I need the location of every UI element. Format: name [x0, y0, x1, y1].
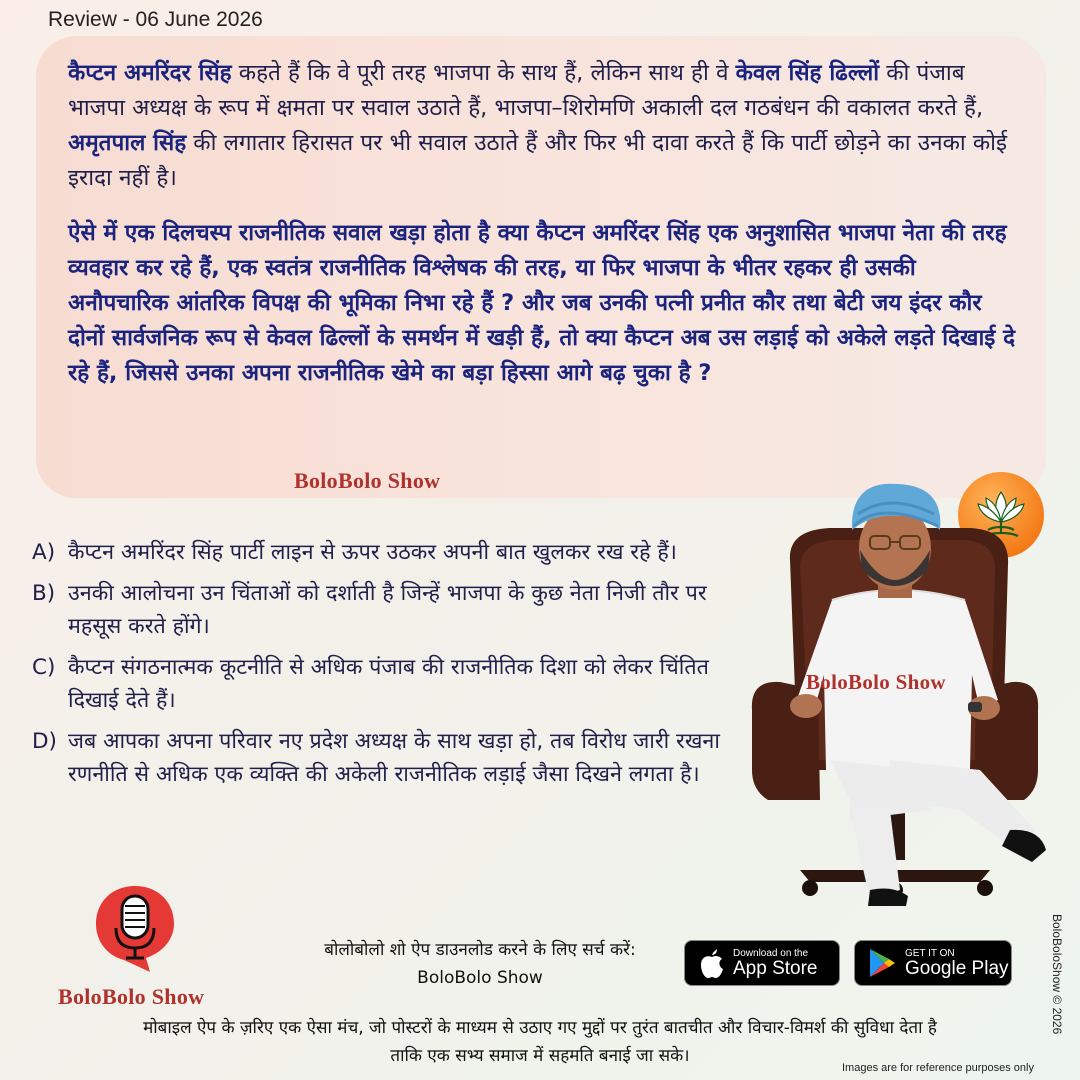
footer-line-1: मोबाइल ऐप के ज़रिए एक ऐसा मंच, जो पोस्टरों के माध्यम से उठाए गए मुद्दों पर तुरंत बातचीत और विचार-विमर्श की सुविधा देता है: [143, 1018, 937, 1038]
intro-bold-3: अमृतपाल सिंह: [68, 130, 187, 156]
google-play-label: Google Play: [905, 957, 1009, 979]
intro-text-1: कहते हैं कि वे पूरी तरह भाजपा के साथ हैं, लेकिन साथ ही वे: [231, 60, 736, 86]
intro-paragraph: [68, 56, 1018, 196]
option-text: उनकी आलोचना उन चिंताओं को दर्शाती है जिन्हें भाजपा के कुछ नेता निजी तौर पर महसूस करते होंगे।: [68, 581, 707, 639]
intro-bold-2: केवल सिंह ढिल्लों: [735, 60, 880, 86]
google-play-icon: [867, 947, 897, 979]
brand-watermark-photo: BoloBolo Show: [806, 670, 946, 694]
intro-text-2: की पंजाब भाजपा अध्यक्ष के रूप में क्षमता पर सवाल उठाते हैं, भाजपा–शिरोमणि अकाली दल गठबंधन की वकालत करते हैं,: [68, 60, 984, 121]
intro-bold-1: कैप्टन अमरिंदर सिंह: [68, 60, 232, 86]
leader-portrait: [740, 470, 1050, 930]
intro-text-3: की लगातार हिरासत पर भी सवाल उठाते हैं और फिर भी दावा करते हैं कि पार्टी छोड़ने का उनका कोई इरादा नहीं है।: [68, 130, 1007, 191]
option-text: जब आपका अपना परिवार नए प्रदेश अध्यक्ष के साथ खड़ा हो, तब विरोध जारी रखना रणनीति से अधिक एक व्यक्ति की अकेली राजनीतिक लड़ाई जैसा दिखने लगता है।: [68, 729, 720, 787]
image-disclaimer: Images are for reference purposes only: [842, 1062, 1034, 1074]
app-store-label: App Store: [733, 957, 818, 979]
footer-line-2: ताकि एक सभ्य समाज में सहमति बनाई जा सके।: [390, 1046, 690, 1066]
apple-icon: [697, 946, 727, 980]
download-app-name: BoloBolo Show: [417, 968, 543, 988]
option-text: कैप्टन संगठनात्मक कूटनीति से अधिक पंजाब की राजनीतिक दिशा को लेकर चिंतित दिखाई देते हैं।: [68, 655, 709, 713]
option-d[interactable]: [32, 725, 732, 791]
download-instruction: [270, 936, 690, 992]
main-question: ऐसे में एक दिलचस्प राजनीतिक सवाल खड़ा होता है क्या कैप्टन अमरिंदर सिंह एक अनुशासित भाजपा नेता की तरह व्यवहार कर रहे हैं, एक स्वतंत्र राजनीतिक विश्लेषक की तरह, या फिर भाजपा के भीतर रहकर ही उसकी अनौपचारिक आंतरिक विपक्ष की भूमिका निभा रहे हैं ? और जब उनकी पत्नी प्रनीत कौर तथा बेटी जय इंदर कौर दोनों सार्वजनिक रूप से केवल ढिल्लों के समर्थन में खड़ी हैं, तो क्या कैप्टन अब उस लड़ाई को अकेले लड़ते दिखाई दे रहे हैं, जिससे उनका अपना राजनीतिक खेमे का बड़ा हिस्सा आगे बढ़ चुका है ?: [68, 220, 1016, 386]
option-letter: B): [32, 581, 56, 606]
brand-logo-text: BoloBolo Show: [58, 984, 205, 1009]
app-store-button[interactable]: [684, 940, 840, 986]
podcast-mic-icon: [90, 880, 180, 975]
option-c[interactable]: [32, 651, 732, 717]
option-a[interactable]: [32, 536, 732, 569]
copyright-notice: BoloBoloShow © 2026: [1050, 914, 1064, 1035]
google-play-button[interactable]: [854, 940, 1012, 986]
google-play-small-label: GET IT ON: [905, 947, 955, 959]
options-list: [32, 536, 732, 799]
option-letter: C): [32, 655, 56, 680]
option-letter: A): [32, 540, 56, 565]
option-letter: D): [32, 729, 57, 754]
review-date: Review - 06 June 2026: [48, 8, 263, 31]
download-instruction-line: बोलोबोलो शो ऐप डाउनलोड करने के लिए सर्च करें:: [324, 940, 636, 960]
option-text: कैप्टन अमरिंदर सिंह पार्टी लाइन से ऊपर उठकर अपनी बात खुलकर रख रहे हैं।: [68, 540, 677, 565]
option-b[interactable]: [32, 577, 732, 643]
brand-watermark-card: BoloBolo Show: [294, 468, 441, 493]
app-store-small-label: Download on the: [733, 947, 809, 959]
